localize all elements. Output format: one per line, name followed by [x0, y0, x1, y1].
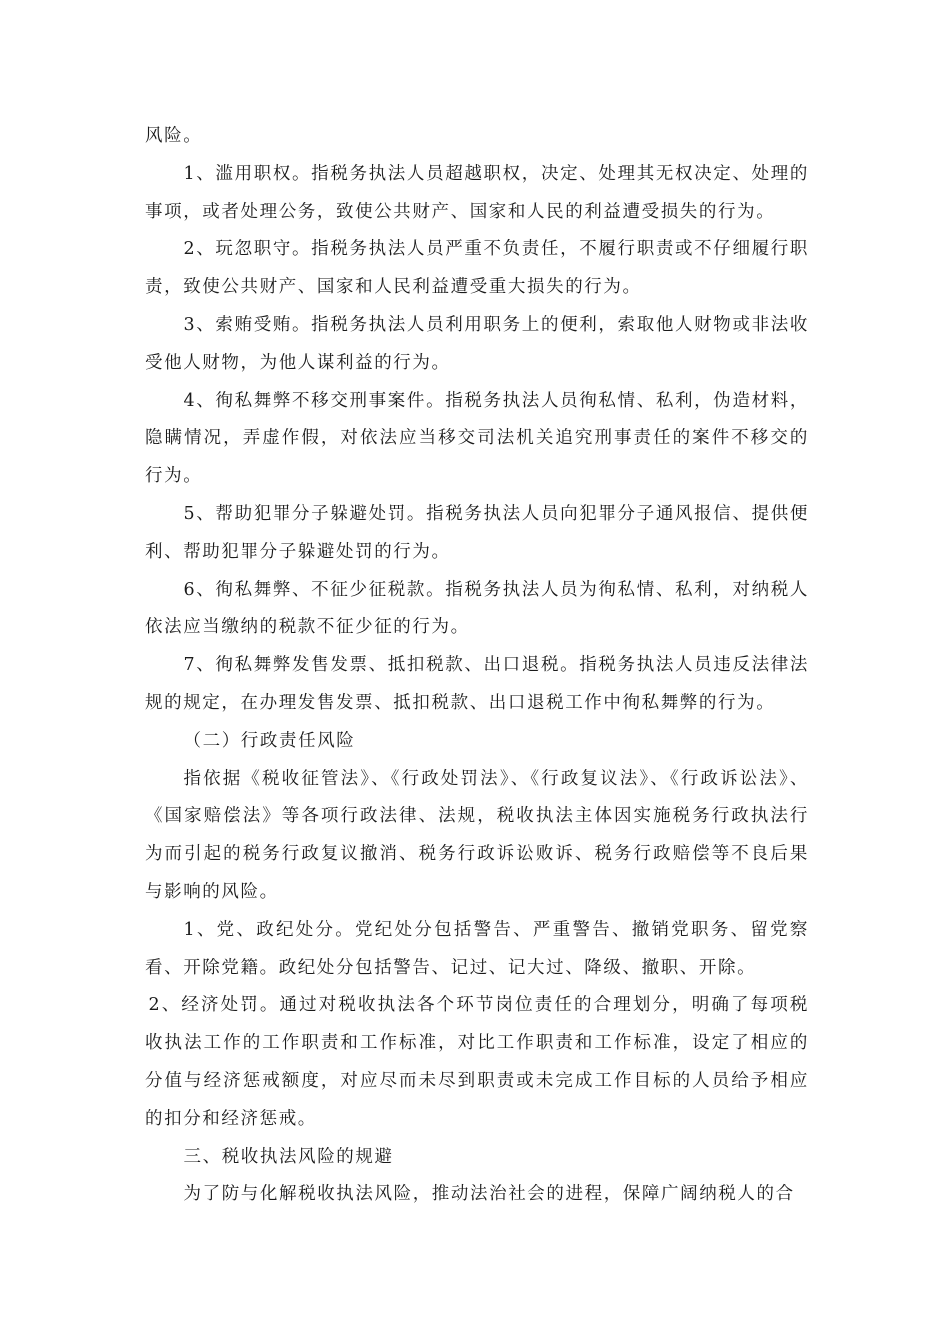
section-heading-admin-risk: （二）行政责任风险	[183, 730, 356, 751]
paragraph-risk-avoidance-intro: 为了防与化解税收执法风险，推动法治社会的进程，保障广阔纳税人的合	[183, 1184, 795, 1205]
paragraph-continuation: 风险。	[145, 126, 203, 146]
paragraph-item-1: 1、滥用职权。指税务执法人员超越职权，决定、处理其无权决定、处理的事项，或者处理公务，致使公共财产、国家和人民的利益遭受损失的行为。	[145, 163, 809, 222]
paragraph-discipline: 1、党、政纪处分。党纪处分包括警告、严重警告、撤销党职务、留党察看、开除党籍。政纪处分包括警告、记过、记大过、降级、撤职、开除。	[145, 919, 809, 978]
paragraph-item-4: 4、徇私舞弊不移交刑事案件。指税务执法人员徇私情、私利，伪造材料，隐瞒情况，弄虚作假，对依法应当移交司法机关追究刑事责任的案件不移交的行为。	[145, 390, 809, 487]
paragraph-item-5: 5、帮助犯罪分子躲避处罚。指税务执法人员向犯罪分子通风报信、提供便利、帮助犯罪分子躲避处罚的行为。	[145, 503, 809, 562]
paragraph-economic-penalty: 2、经济处罚。通过对税收执法各个环节岗位责任的合理划分，明确了每项税收执法工作的工作职责和工作标准，对比工作职责和工作标准，设定了相应的分值与经济惩戒额度，对应尽而未尽到职责或未完成工作目标的人员给予相应的扣分和经济惩戒。	[145, 995, 809, 1129]
paragraph-admin-risk-definition: 指依据《税收征管法》、《行政处罚法》、《行政复议法》、《行政诉讼法》、《国家赔偿法》等各项行政法律、法规，税收执法主体因实施税务行政执法行为而引起的税务行政复议撤消、税务行政诉讼败诉、税务行政赔偿等不良后果与影响的风险。	[145, 768, 809, 902]
section-heading-risk-avoidance: 三、税收执法风险的规避	[183, 1146, 394, 1167]
paragraph-item-7: 7、徇私舞弊发售发票、抵扣税款、出口退税。指税务执法人员违反法律法规的规定，在办理发售发票、抵扣税款、出口退税工作中徇私舞弊的行为。	[145, 655, 809, 713]
paragraph-item-3: 3、索贿受贿。指税务执法人员利用职务上的便利，索取他人财物或非法收受他人财物，为他人谋利益的行为。	[145, 314, 809, 373]
paragraph-item-2: 2、玩忽职守。指税务执法人员严重不负责任，不履行职责或不仔细履行职责，致使公共财产、国家和人民利益遭受重大损失的行为。	[145, 239, 809, 298]
document-body	[145, 118, 809, 1214]
paragraph-item-6: 6、徇私舞弊、不征少征税款。指税务执法人员为徇私情、私利，对纳税人依法应当缴纳的税款不征少征的行为。	[145, 579, 809, 638]
